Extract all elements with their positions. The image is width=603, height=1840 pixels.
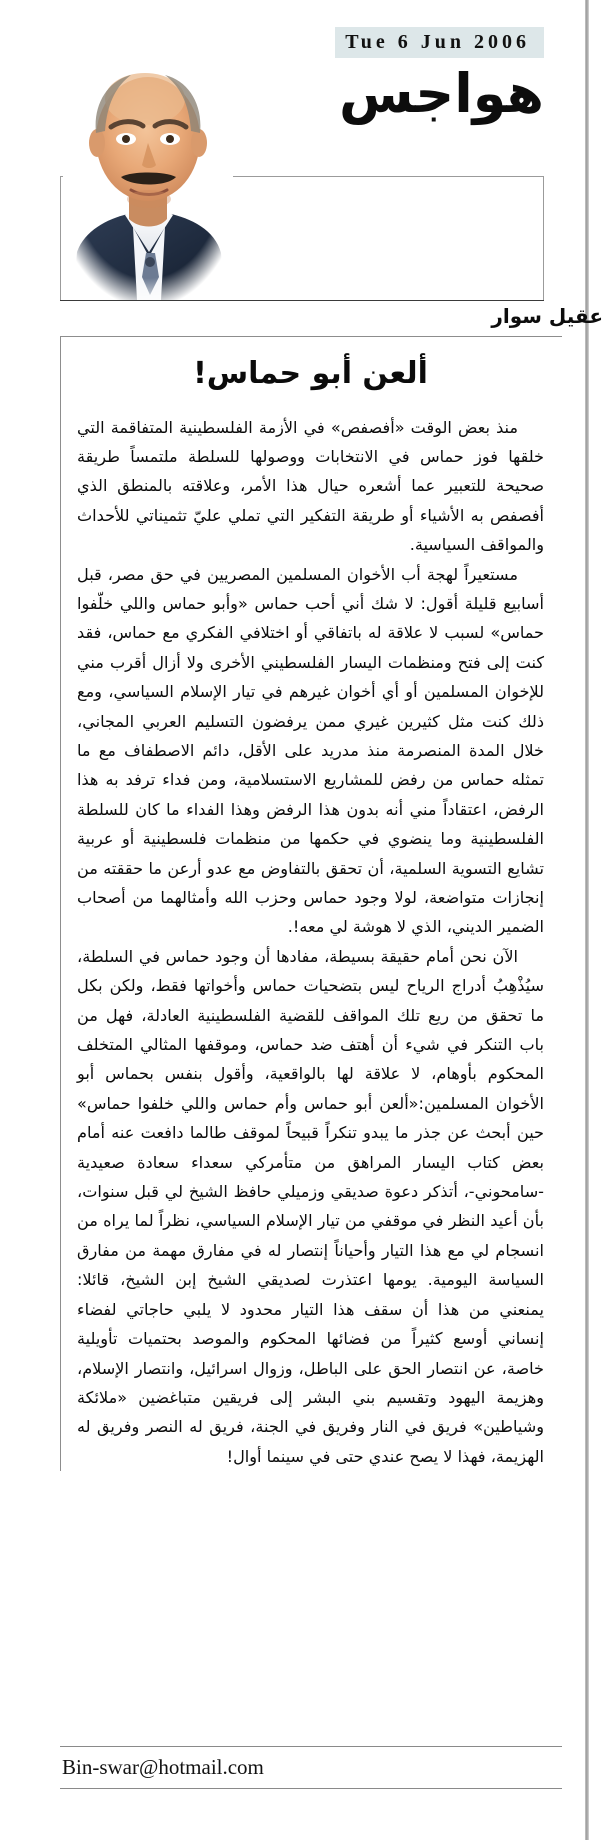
article-title: ألعن أبو حماس! (193, 356, 428, 391)
article-paragraph: الآن نحن أمام حقيقة بسيطة، مفادها أن وجود حماس في السلطة، سيُذْهِبُ أدراج الرياح ليس بتضحيات حماس وأخواتها فقط، ولكن بكل ما تحقق من ريع تلك المواقف للقضية الفلسطينية العادلة، فهل من باب التنكر في شيء أن أهتف ضد حماس، وموقفها المثالي المتخلف المحكوم بأوهام، لا علاقة لها بالواقعية، وأقول بنفس بحماس أبو الأخوان المسلمين:«ألعن أبو حماس وأم حماس واللي خلفوا حماس» حين أبحث عن جذر ما يبدو تنكراً قبيحاً لموقف طالما دافعت عنه أمام بعض كتاب اليسار المراهق من متأمركي سعداء سعادة صعيدية -سامحوني-، أتذكر دعوة صديقي وزميلي حافظ الشيخ لي قبل سنوات، بأن أعيد النظر في موقفي من تيار الإسلام السياسي، نظراً لما يراه من انسجام لي مع هذا التيار وأحياناً إنتصار له في مفارق مهمة من مفارق السياسة اليومية. يومها اعتذرت لصديقي الشيخ إبن الشيخ، قائلا: يمنعني من هذا أن سقف هذا التيار محدود لا يلبي حاجاتي لفضاء إنساني أوسع كثيراً من فضائها المحكوم والموصد بحتميات تأويلية خاصة، عن انتصار الحق على الباطل، وزوال اسرائيل، وانتصار الإسلام، وهزيمة اليهود وتقسيم بني البشر إلى فريقين متباغضين «ملائكة وشياطين» فريق في النار وفريق في الجنة، فريق له النصر وفريق له الهزيمة، فهذا لا يصح عندي حتى في سينما أوال! (77, 946, 544, 1466)
column-title: هواجس (338, 62, 544, 125)
footer (60, 1746, 562, 1804)
article-body (77, 413, 544, 1472)
masthead (0, 0, 585, 318)
author-byline (60, 304, 603, 328)
author-email-link[interactable]: Bin-swar@hotmail.com (62, 1755, 264, 1779)
article-paragraph: مستعيراً لهجة أب الأخوان المسلمين المصريين في حق مصر، قبل أسابيع قليلة أقول: لا شك أني أحب حماس «وأبو حماس واللي خلّفوا حماس» لسبب لا علاقة له باتفاقي أو اختلافي الفكري مع حماس، فقد كنت إلى فتح ومنظمات اليسار الفلسطيني الأخرى ولا أزال أقرب مني للإخوان المسلمين أو أي أخوان غيرهم في تيار الإسلام السياسي، ومع ذلك كنت مثل كثيرين غيري ممن يرفضون التسليم العربي المجاني، خلال المدة المنصرمة منذ مدريد على الأقل، دائم الاصطفاف مع ما تمثله حماس من رفض للمشاريع الاستسلامية، ومن فداء ترفد به هذا الرفض، اعتقاداً مني أنه بدون هذا الرفض وهذا الفداء ما كان للسلطة الفلسطينية وما ينضوي في حكمها من منظمات فلسطينية أو عربية تشايع التسوية السلمية، أن تحقق بالتفاوض مع عدو أرعن ما حققته من إنجازات متواضعة، لولا وجود حماس وحزب الله وأمثالهما من أصحاب الضمير الديني، الذي لا هوشة لي معه!. (77, 564, 544, 937)
columnist-portrait-photo (63, 47, 233, 300)
author-name: عقيل سوار (491, 304, 603, 328)
footer-divider-bottom (60, 1788, 562, 1789)
article-container (60, 336, 562, 1471)
date-badge: Tue 6 Jun 2006 (335, 27, 544, 58)
byline-divider (60, 300, 544, 301)
page-gutter-rule (585, 0, 589, 1840)
article-paragraph: منذ بعض الوقت «أفصفص» في الأزمة الفلسطينية المتفاقمة التي خلقها فوز حماس في الانتخابات ووصولها للسلطة ملتمساً طريقة صحيحة للتعبير عما أشعره حيال هذا الأمر، وعلاقته بالمنطق الذي أفصفص به الأشياء أو طريقة التفكير التي تملي عليّ تثميناتي للأحداث والمواقف السياسية. (77, 417, 544, 555)
portrait-image (63, 47, 233, 300)
